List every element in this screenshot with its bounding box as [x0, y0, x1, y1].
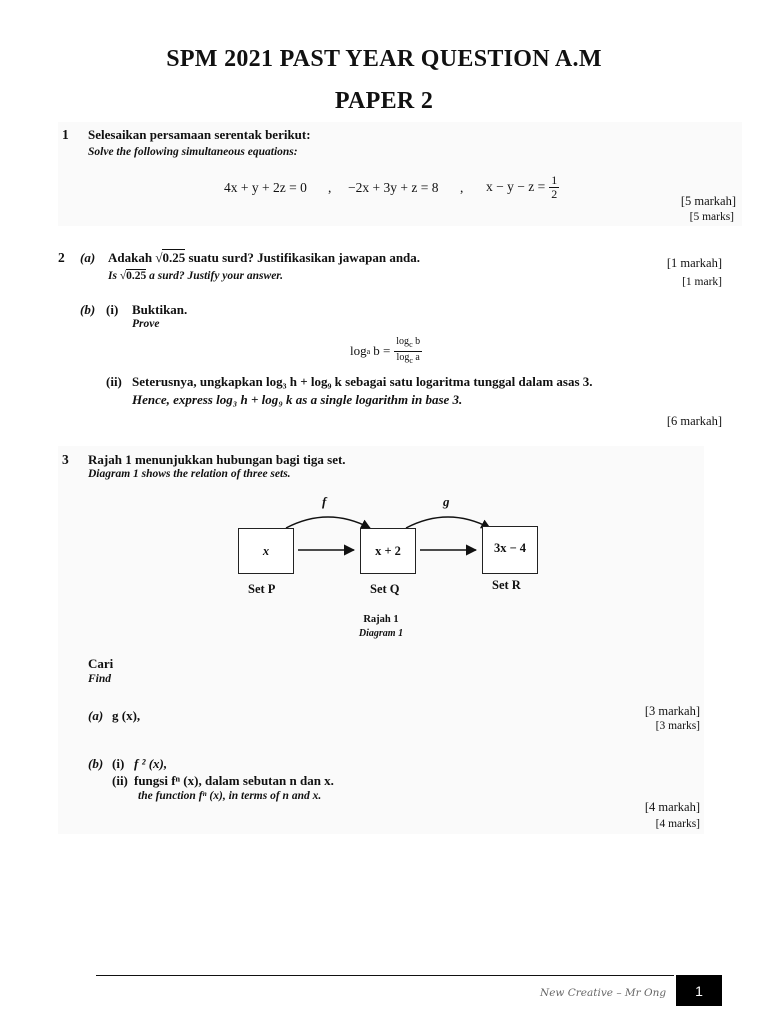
q3-find-english: Find: [88, 673, 112, 685]
page-title: SPM 2021 PAST YEAR QUESTION A.M: [166, 46, 602, 72]
q1-eq3-denominator: 2: [551, 186, 558, 201]
formula-fraction: [394, 336, 422, 367]
den-log: log: [396, 351, 410, 363]
q2a-malay-pre: Adakah: [108, 250, 153, 265]
q2bi-text-english: Prove: [132, 318, 160, 330]
formula-numerator: [394, 336, 422, 352]
q1-separator-2: ,: [460, 180, 464, 195]
q3b-label: (b): [88, 756, 104, 771]
q2b-label: (b): [80, 302, 96, 317]
q3-text-malay: Rajah 1 menunjukkan hubungan bagi tiga set.: [88, 452, 346, 467]
g-curved-arrow: [406, 517, 490, 528]
q3b-marks-english: [4 marks]: [655, 818, 700, 830]
q1-marks-malay: [5 markah]: [680, 194, 736, 208]
q1-separator-1: ,: [328, 180, 332, 195]
q3-find-malay: Cari: [88, 656, 114, 671]
set-q-label: Set Q: [370, 582, 400, 596]
q3b-marks-malay: [4 markah]: [644, 800, 700, 814]
q1-number: 1: [62, 127, 69, 142]
footer-rule: [96, 975, 674, 976]
q3bii-text-english: the function fⁿ (x), in terms of n and x.: [138, 790, 322, 802]
q3-number: 3: [62, 452, 69, 467]
f-label: f: [322, 494, 327, 509]
diagram-caption-english: Diagram 1: [358, 628, 404, 639]
set-p-box: x: [238, 528, 294, 574]
q2a-english-pre: Is: [108, 270, 117, 282]
q2a-radicand-en: 0.25: [126, 270, 147, 282]
q2a-label: (a): [80, 250, 96, 265]
q1-equation-1: 4x + y + 2z = 0: [224, 180, 307, 195]
num-arg: b: [415, 335, 421, 347]
q2-number: 2: [58, 250, 65, 265]
q2bii-text-malay: Seterusnya, ungkapkan log₃ h + log₉ k sebagai satu logaritma tunggal dalam asas 3.: [132, 374, 593, 389]
question-3-block: [58, 446, 704, 834]
q2a-text-english: [108, 270, 283, 282]
den-base: c: [409, 355, 413, 365]
q2b-marks-malay: [6 markah]: [666, 414, 722, 428]
q3-text-english: Diagram 1 shows the relation of three sets.: [88, 468, 291, 480]
set-p-label: Set P: [248, 582, 276, 596]
set-q-box: x + 2: [360, 528, 416, 574]
q2a-marks-english: [1 mark]: [682, 276, 722, 288]
q3bi-text: f ² (x),: [134, 756, 168, 771]
q2bii-label: (ii): [106, 374, 122, 389]
diagram-caption-malay: Rajah 1: [363, 614, 399, 625]
formula-denominator: [397, 352, 420, 367]
q2a-marks-malay: [1 markah]: [666, 256, 722, 270]
set-r-box: 3x − 4: [482, 526, 538, 574]
set-r-label: Set R: [492, 578, 521, 592]
num-log: log: [396, 335, 410, 347]
paper-subtitle: PAPER 2: [334, 88, 434, 114]
q1-marks-english: [5 marks]: [689, 211, 734, 223]
q3a-label: (a): [88, 708, 104, 723]
q1-equation-2: −2x + 3y + z = 8: [348, 180, 439, 195]
formula-lhs-arg: b =: [373, 343, 391, 358]
num-base: c: [409, 339, 413, 349]
sqrt-symbol: √0.25: [155, 250, 186, 265]
g-label: g: [443, 494, 450, 509]
formula-lhs-log: log: [350, 343, 367, 358]
sqrt-symbol: √0.25: [119, 270, 147, 282]
q1-text-malay: Selesaikan persamaan serentak berikut:: [88, 127, 311, 142]
q3a-marks-english: [3 marks]: [655, 720, 700, 732]
question-1-block: [58, 122, 742, 226]
q1-text-english: Solve the following simultaneous equations:: [88, 146, 298, 158]
q3bii-label: (ii): [112, 773, 128, 788]
q2-proof-formula: [350, 334, 422, 368]
question-2-block: [58, 246, 742, 436]
q2a-text-malay: [108, 250, 420, 266]
formula-lhs-base: a: [366, 346, 371, 356]
q2a-malay-post: suatu surd? Justifikasikan jawapan anda.: [188, 250, 421, 265]
q2a-radicand: 0.25: [162, 250, 186, 265]
q1-eq3-left: x − y − z =: [486, 179, 546, 194]
q2bi-text-malay: Buktikan.: [132, 302, 188, 317]
q3a-marks-malay: [3 markah]: [644, 704, 700, 718]
page-number: 1: [676, 975, 722, 1006]
q2bii-text-english: Hence, express log₃ h + log₉ k as a single logarithm in base 3.: [132, 392, 463, 407]
footer-credit: New Creative – Mr Ong: [540, 987, 667, 999]
q3a-text: g (x),: [112, 708, 141, 723]
q2bi-label: (i): [106, 302, 119, 317]
q1-equation-3: [486, 172, 559, 202]
q2a-english-post: a surd? Justify your answer.: [149, 270, 284, 282]
den-arg: a: [415, 351, 420, 363]
q3bi-label: (i): [112, 756, 125, 771]
q1-eq3-numerator: 1: [551, 172, 558, 187]
f-curved-arrow: [286, 517, 370, 528]
q3bii-text-malay: fungsi fⁿ (x), dalam sebutan n dan x.: [134, 773, 334, 788]
q1-eq3-fraction: [549, 174, 559, 201]
